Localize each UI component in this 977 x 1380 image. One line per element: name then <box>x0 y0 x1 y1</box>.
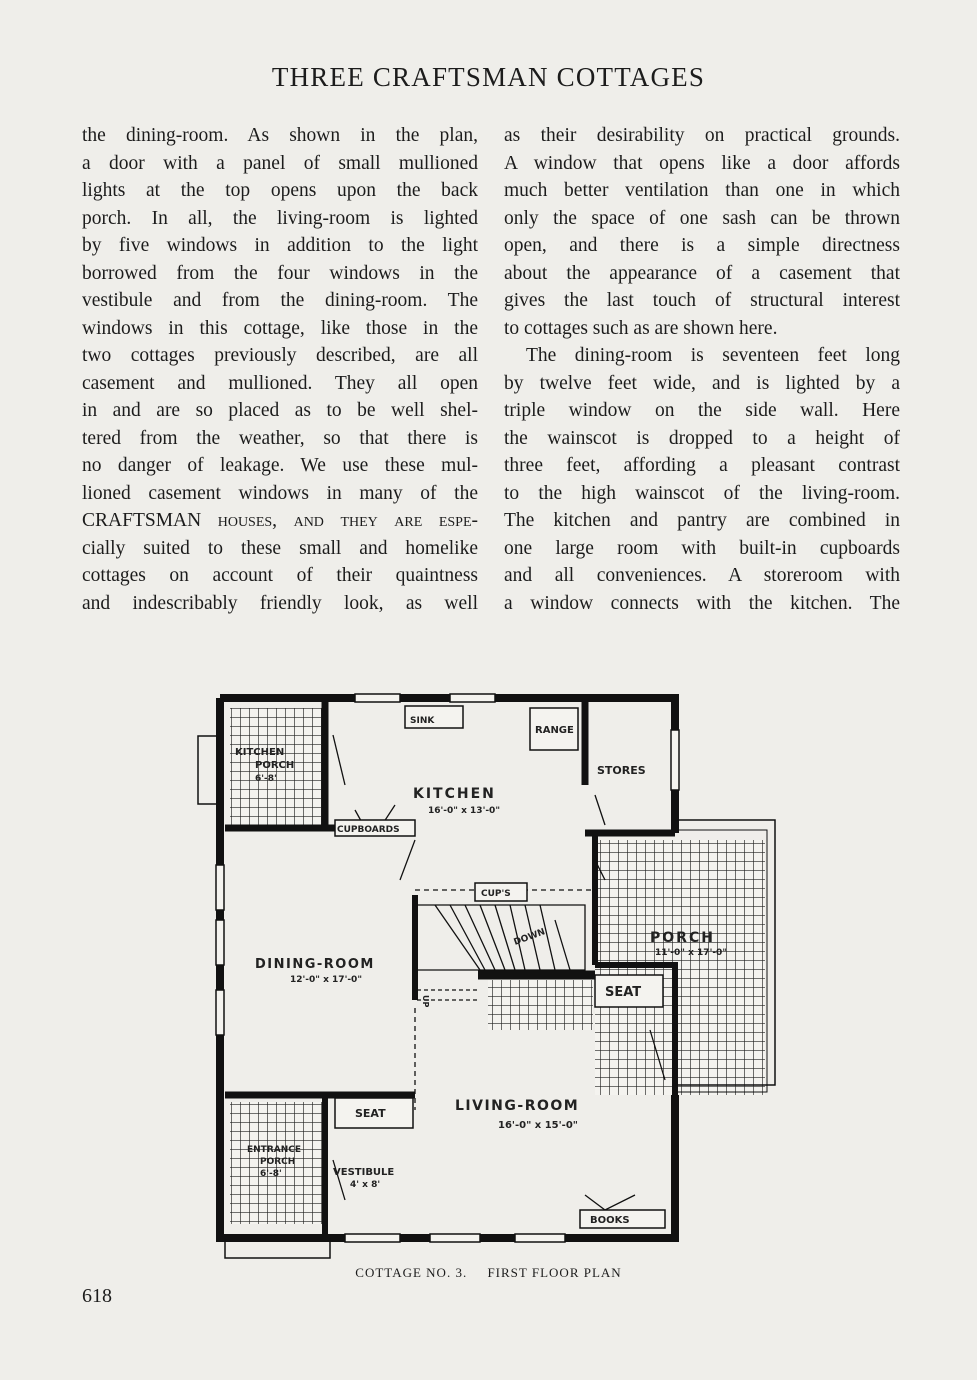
text-line: CRAFTSMAN houses, and they are espe- <box>82 510 478 531</box>
living-room-dims: 16'-0" x 15'-0" <box>498 1120 579 1131</box>
floor-plan <box>195 690 795 1270</box>
caption-left: COTTAGE NO. 3. <box>355 1265 468 1280</box>
text-line: one large room with built-in cupboards <box>504 537 900 559</box>
entrance-porch-label: ENTRANCE <box>247 1145 301 1155</box>
kitchen-porch-dims: 6'-8' <box>255 774 277 784</box>
figure-caption <box>0 1265 977 1281</box>
text-line: cially suited to these small and homelike <box>82 537 478 559</box>
text-line: only the space of one sash can be thrown <box>504 207 900 229</box>
stores-label: STORES <box>597 764 646 777</box>
kitchen-porch-label: KITCHEN <box>235 747 285 758</box>
text-line: to cottages such as are shown here. <box>504 317 778 339</box>
text-line: and indescribably friendly look, as well <box>82 592 478 614</box>
text-line: the dining-room. As shown in the plan, <box>82 125 478 146</box>
text-line: porch. In all, the living-room is lighted <box>82 207 478 229</box>
text-line: two cottages previously described, are all <box>82 345 478 366</box>
text-line: open, and there is a simple directness <box>504 235 900 256</box>
text-line: windows in this cottage, like those in the <box>82 317 478 339</box>
porch-label: PORCH <box>650 930 715 946</box>
text-column-left <box>82 122 478 617</box>
text-column-right <box>504 122 900 617</box>
text-line: a window connects with the kitchen. The <box>504 592 900 614</box>
entrance-porch-label-2: PORCH <box>260 1157 296 1167</box>
sink-label: SINK <box>410 716 435 726</box>
vestibule-label: VESTIBULE <box>333 1167 395 1178</box>
porch-dims: 11'-0" x 17'-0" <box>655 948 728 958</box>
text-line: lioned casement windows in many of the <box>82 482 478 504</box>
text-line: The dining-room is seventeen feet long <box>526 345 900 366</box>
kitchen-porch-step <box>198 736 218 804</box>
dining-room-label: DINING-ROOM <box>255 957 375 972</box>
cups-label: CUP'S <box>481 889 511 899</box>
text-line: and all conveniences. A storeroom with <box>504 565 900 586</box>
text-line: by twelve feet wide, and is lighted by a <box>504 372 900 394</box>
up-label: UP <box>421 995 430 1008</box>
text-line: gives the last touch of structural interest <box>504 290 900 311</box>
living-room-label: LIVING-ROOM <box>455 1098 580 1114</box>
text-line: by five windows in addition to the light <box>82 235 478 256</box>
entrance-porch-dims: 6'-8' <box>260 1169 282 1179</box>
text-line: The kitchen and pantry are combined in <box>504 510 900 531</box>
books-label: BOOKS <box>590 1215 630 1226</box>
dining-room-dims: 12'-0" x 17'-0" <box>290 975 363 985</box>
text-line: tered from the weather, so that there is <box>82 427 478 449</box>
text-line: about the appearance of a casement that <box>504 262 900 284</box>
vestibule-dims: 4' x 8' <box>350 1180 381 1190</box>
page-number: 618 <box>82 1285 112 1307</box>
text-line: a door with a panel of small mullioned <box>82 152 478 174</box>
text-line: in and are so placed as to be well shel- <box>82 400 478 421</box>
kitchen-label: KITCHEN <box>413 786 496 802</box>
text-line: triple window on the side wall. Here <box>504 400 900 421</box>
caption-right: FIRST FLOOR PLAN <box>487 1265 622 1280</box>
cupboards-label: CUPBOARDS <box>337 825 400 835</box>
text-line: the wainscot is dropped to a height of <box>504 427 900 449</box>
kitchen-dims: 16'-0" x 13'-0" <box>428 806 501 816</box>
text-line: three feet, affording a pleasant contrast <box>504 455 900 476</box>
text-line: lights at the top opens upon the back <box>82 180 478 201</box>
text-line: to the high wainscot of the living-room. <box>504 482 900 504</box>
text-line: as their desirability on practical grounds. <box>504 125 900 146</box>
seat-right-label: SEAT <box>605 985 642 1000</box>
down-label: DOWN <box>512 927 547 948</box>
text-line: cottages on account of their quaintness <box>82 565 478 586</box>
text-line: borrowed from the four windows in the <box>82 262 478 284</box>
seat-left-label: SEAT <box>355 1107 386 1120</box>
text-line: much better ventilation than one in which <box>504 180 900 201</box>
text-line: casement and mullioned. They all open <box>82 372 478 394</box>
hearth-tiles <box>488 980 593 1030</box>
text-line: vestibule and from the dining-room. The <box>82 290 478 311</box>
kitchen-porch-label-2: PORCH <box>255 760 295 771</box>
page-title: THREE CRAFTSMAN COTTAGES <box>271 62 706 92</box>
text-line: no danger of leakage. We use these mul- <box>82 455 478 476</box>
range-label: RANGE <box>535 725 574 736</box>
text-line: A window that opens like a door affords <box>504 152 900 174</box>
